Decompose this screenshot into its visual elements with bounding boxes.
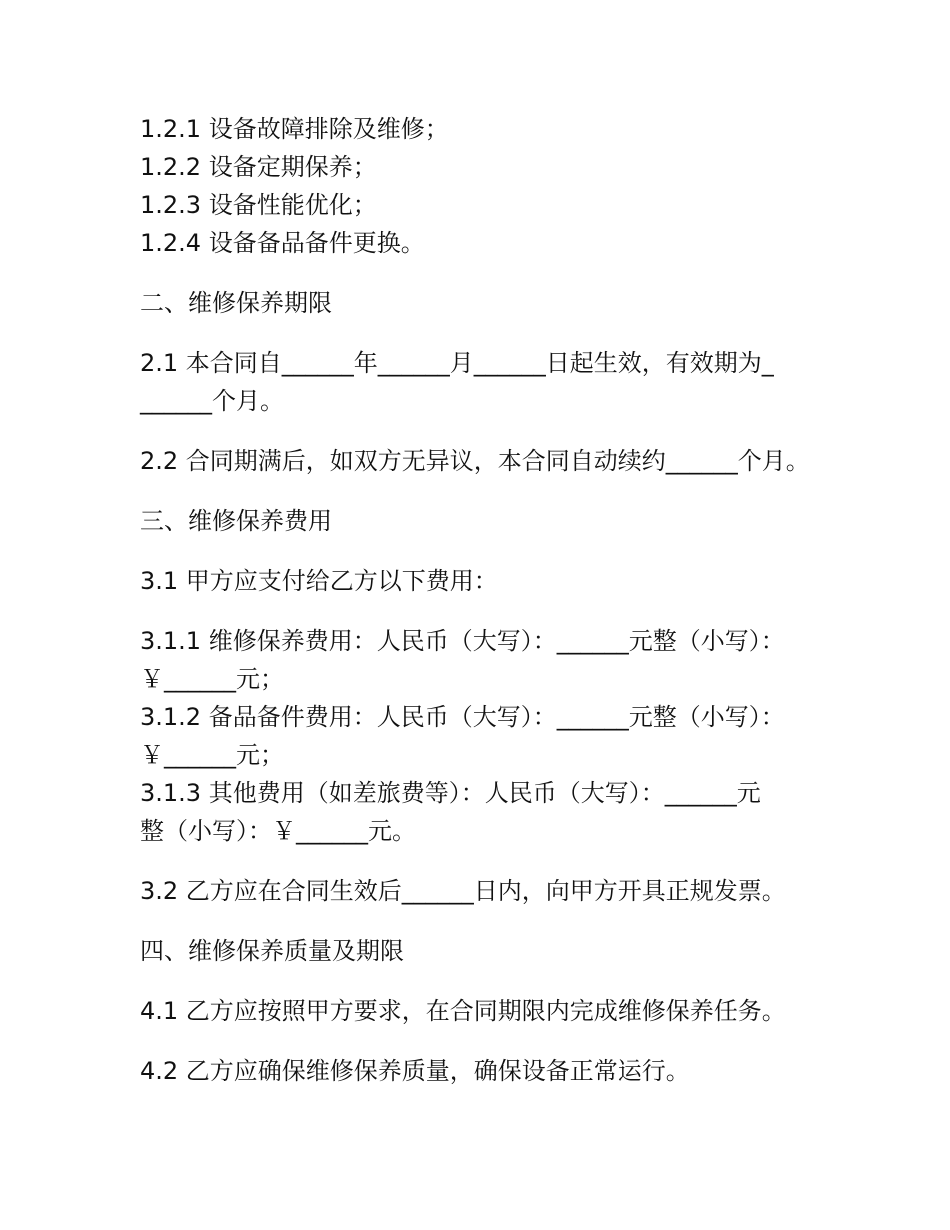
clause-4-1: 4.1 乙方应按照甲方要求，在合同期限内完成维修保养任务。 <box>140 997 786 1025</box>
spacer <box>140 262 830 284</box>
clause-1-2-4: 1.2.4 设备备品备件更换。 <box>140 229 425 257</box>
section-heading-4: 四、维修保养质量及期限 <box>140 937 404 965</box>
spacer <box>140 850 830 872</box>
section-heading-2: 二、维修保养期限 <box>140 289 332 317</box>
spacer <box>140 910 830 932</box>
clause-1-2-2: 1.2.2 设备定期保养； <box>140 153 377 181</box>
clause-3-1-2-line-1: 3.1.2 备品备件费用：人民币（大写）：______元整（小写）： <box>140 703 785 731</box>
clause-3-1-1-line-1: 3.1.1 维修保养费用：人民币（大写）：______元整（小写）： <box>140 627 785 655</box>
spacer <box>140 600 830 622</box>
clause-4-2: 4.2 乙方应确保维修保养质量，确保设备正常运行。 <box>140 1057 690 1085</box>
clause-1-2-3: 1.2.3 设备性能优化； <box>140 191 377 219</box>
clause-2-1-line-2: ______个月。 <box>140 387 284 415</box>
section-heading-3: 三、维修保养费用 <box>140 507 332 535</box>
clause-3-1-2-line-2: ￥______元； <box>140 741 284 769</box>
spacer <box>140 970 830 992</box>
clause-3-1: 3.1 甲方应支付给乙方以下费用： <box>140 567 498 595</box>
spacer <box>140 420 830 442</box>
spacer <box>140 540 830 562</box>
clause-2-2: 2.2 合同期满后，如双方无异议，本合同自动续约______个月。 <box>140 447 810 475</box>
spacer <box>140 1030 830 1052</box>
clause-2-1-line-1: 2.1 本合同自______年______月______日起生效，有效期为_ <box>140 349 774 377</box>
clause-3-1-3-line-1: 3.1.3 其他费用（如差旅费等）：人民币（大写）：______元 <box>140 779 761 807</box>
clause-1-2-1: 1.2.1 设备故障排除及维修； <box>140 115 449 143</box>
spacer <box>140 480 830 502</box>
spacer <box>140 322 830 344</box>
clause-3-2: 3.2 乙方应在合同生效后______日内，向甲方开具正规发票。 <box>140 877 786 905</box>
clause-3-1-3-line-2: 整（小写）：￥______元。 <box>140 817 416 845</box>
clause-3-1-1-line-2: ￥______元； <box>140 665 284 693</box>
document-body <box>140 110 830 1090</box>
